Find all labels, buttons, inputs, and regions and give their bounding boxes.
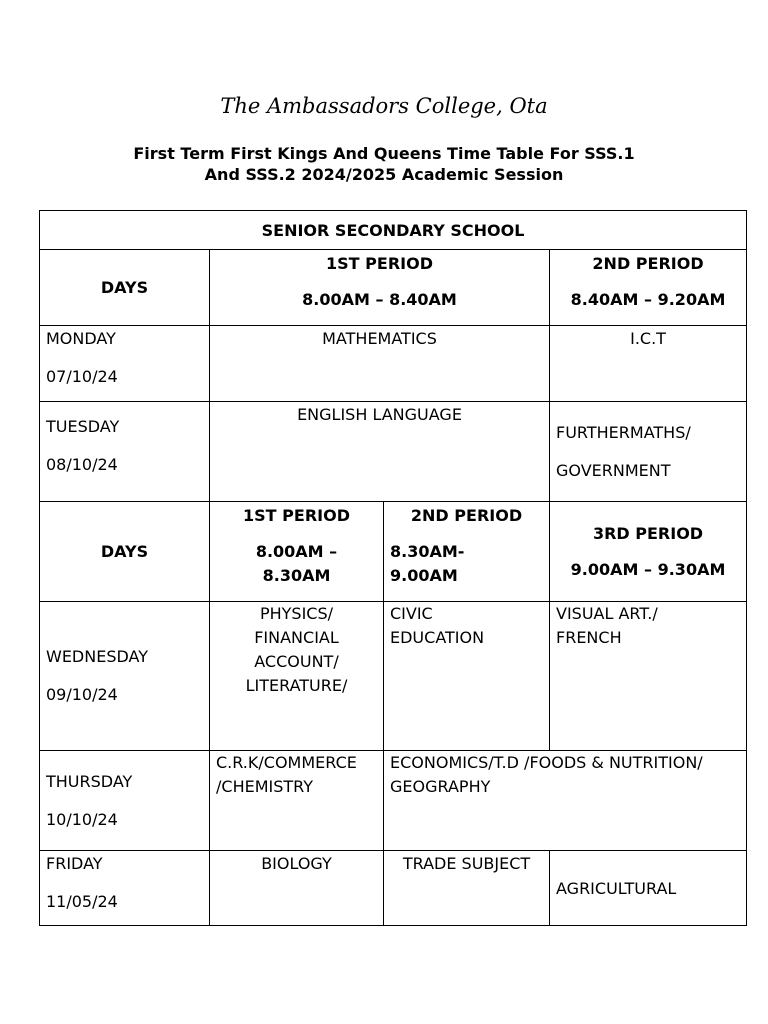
- day-date: 08/10/24: [46, 455, 118, 474]
- subject-line: GOVERNMENT: [556, 460, 671, 480]
- subject-line: FINANCIAL: [254, 628, 339, 647]
- timetable-subtitle: [60, 143, 708, 185]
- friday-first-period: BIOLOGY: [210, 851, 384, 926]
- subject-line: C.R.K/COMMERCE: [216, 753, 357, 772]
- thursday-row: [40, 751, 747, 851]
- subject-line: EDUCATION: [390, 628, 485, 647]
- day-date: 10/10/24: [46, 809, 118, 829]
- day-name: FRIDAY: [46, 854, 103, 873]
- wednesday-first-period: [210, 602, 384, 751]
- period-label: 1ST PERIOD: [326, 254, 433, 273]
- subject-line: FRENCH: [556, 628, 622, 647]
- header-row: [40, 211, 747, 250]
- day-cell: [40, 602, 210, 751]
- subject-line: FURTHERMATHS/: [556, 422, 691, 442]
- subject-line: LITERATURE/: [245, 676, 348, 695]
- subject-line: VISUAL ART./: [556, 604, 658, 623]
- subject-line: /CHEMISTRY: [216, 777, 314, 796]
- thursday-second-third-period: [384, 751, 747, 851]
- period-label: 2ND PERIOD: [410, 506, 523, 525]
- college-name: The Ambassadors College, Ota: [220, 94, 548, 118]
- tuesday-second-period: [550, 402, 747, 502]
- first-period-header: [210, 502, 384, 602]
- day-name: WEDNESDAY: [46, 647, 148, 666]
- school-section-header: SENIOR SECONDARY SCHOOL: [40, 211, 747, 250]
- subject-line: ECONOMICS/T.D /FOODS & NUTRITION/: [390, 753, 703, 772]
- monday-second-period: I.C.T: [550, 326, 747, 402]
- period-time: 8.30AM-: [390, 542, 465, 561]
- timetable: [39, 210, 747, 926]
- period-time: 8.00AM –: [255, 542, 338, 561]
- period-time: 8.40AM – 9.20AM: [570, 290, 726, 309]
- day-cell: [40, 326, 210, 402]
- day-cell: [40, 851, 210, 926]
- period-label: 2ND PERIOD: [592, 254, 704, 273]
- subject-line: ACCOUNT/: [254, 652, 339, 671]
- third-period-header: [550, 502, 747, 602]
- day-date: 11/05/24: [46, 892, 118, 911]
- period-header-row-1: [40, 250, 747, 326]
- subtitle-line-1: First Term First Kings And Queens Time Table For SSS.1: [133, 144, 635, 163]
- second-period-header: [384, 502, 550, 602]
- subject-line: GEOGRAPHY: [390, 777, 491, 796]
- period-label: 1ST PERIOD: [243, 506, 350, 525]
- first-period-header: [210, 250, 550, 326]
- period-header-row-2: [40, 502, 747, 602]
- wednesday-second-period: [384, 602, 550, 751]
- wednesday-third-period: [550, 602, 747, 751]
- day-cell: [40, 751, 210, 851]
- subject-line: CIVIC: [390, 604, 433, 623]
- day-name: TUESDAY: [46, 417, 120, 436]
- second-period-header: [550, 250, 747, 326]
- day-date: 07/10/24: [46, 367, 118, 386]
- days-header: DAYS: [40, 250, 210, 326]
- monday-row: [40, 326, 747, 402]
- period-time: 9.00AM: [390, 566, 458, 585]
- tuesday-row: [40, 402, 747, 502]
- period-time: 9.00AM – 9.30AM: [570, 559, 726, 579]
- day-cell: [40, 402, 210, 502]
- period-time: 8.00AM – 8.40AM: [302, 290, 457, 309]
- friday-third-period: AGRICULTURAL: [550, 851, 747, 926]
- period-label: 3RD PERIOD: [592, 523, 704, 543]
- friday-row: [40, 851, 747, 926]
- monday-first-period: MATHEMATICS: [210, 326, 550, 402]
- days-header: DAYS: [40, 502, 210, 602]
- wednesday-row: [40, 602, 747, 751]
- subject-line: PHYSICS/: [259, 604, 334, 623]
- period-time: 8.30AM: [262, 566, 331, 585]
- day-name: MONDAY: [46, 329, 116, 348]
- day-name: THURSDAY: [46, 771, 133, 791]
- day-date: 09/10/24: [46, 685, 118, 704]
- tuesday-first-period: ENGLISH LANGUAGE: [210, 402, 550, 502]
- thursday-first-period: [210, 751, 384, 851]
- subtitle-line-2: And SSS.2 2024/2025 Academic Session: [204, 165, 564, 184]
- friday-second-period: TRADE SUBJECT: [384, 851, 550, 926]
